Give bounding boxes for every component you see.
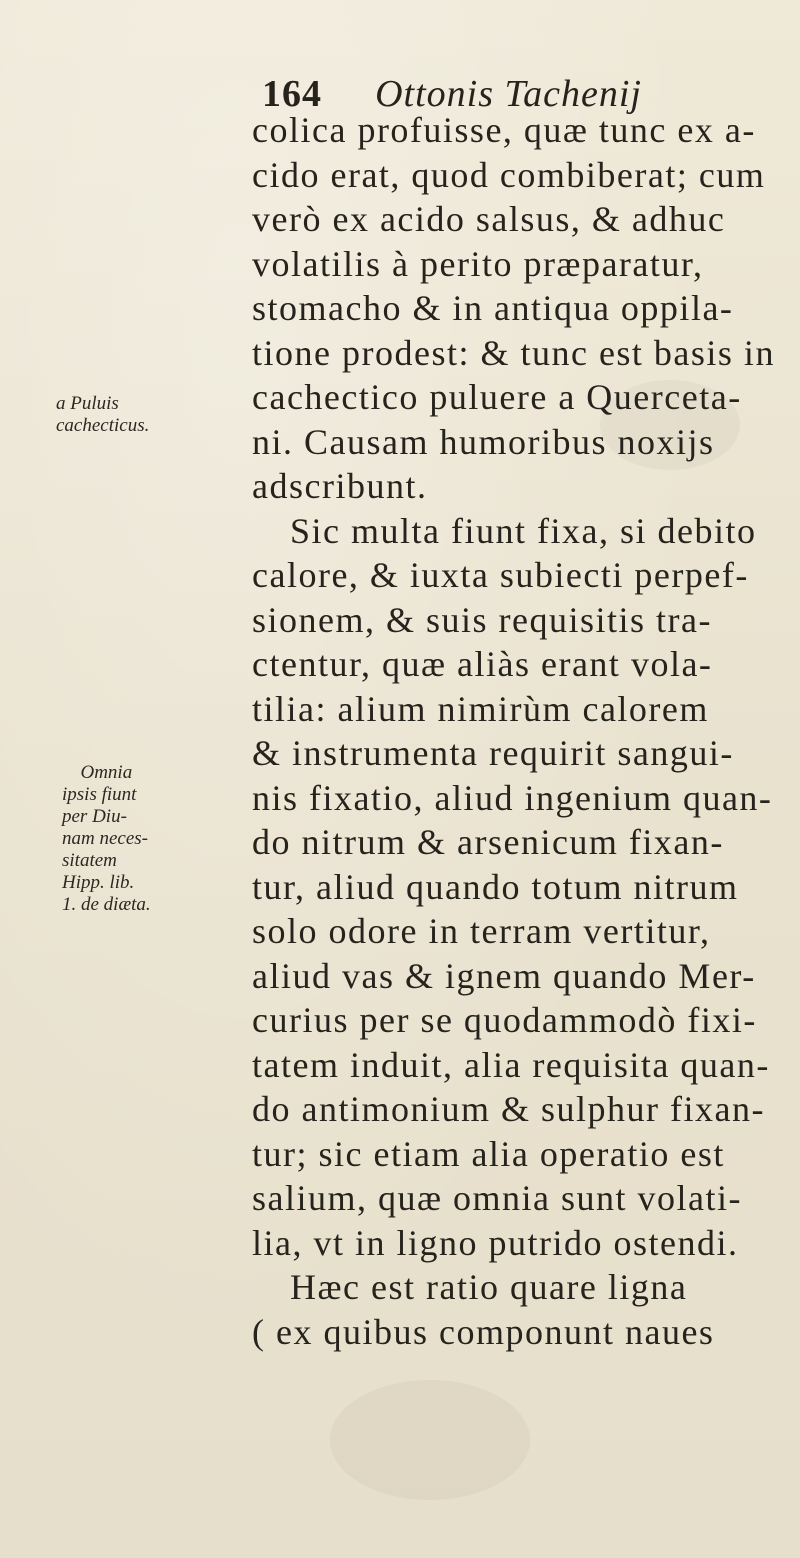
text-line: tatem induit, alia requisita quan- bbox=[252, 1044, 770, 1085]
text-line: sionem, & suis requisitis tra- bbox=[252, 599, 712, 640]
running-title: Ottonis Tachenij bbox=[375, 73, 642, 115]
marginal-note-line: per Diu- bbox=[62, 806, 127, 827]
marginal-note-line: sitatem bbox=[62, 850, 117, 871]
text-line: colica profuisse, quæ tunc ex a- bbox=[252, 110, 756, 150]
text-line: aliud vas & ignem quando Mer- bbox=[252, 955, 756, 996]
marginal-note-omnia bbox=[62, 762, 151, 916]
text-line: & instrumenta requirit sangui- bbox=[252, 733, 734, 773]
text-line: solo odore in terram vertitur, bbox=[252, 911, 711, 951]
text-line: tur; sic etiam alia operatio est bbox=[252, 1133, 725, 1174]
text-line: adscribunt. bbox=[252, 466, 428, 506]
text-line: tione prodest: & tunc est basis in bbox=[252, 332, 775, 373]
text-line: lia, vt in ligno putrido ostendi. bbox=[252, 1222, 739, 1263]
text-line: do antimonium & sulphur fixan- bbox=[252, 1089, 765, 1129]
marginal-note-line: a Puluis bbox=[56, 393, 119, 414]
marginal-note-line: cachecticus. bbox=[56, 415, 150, 436]
text-line: cachectico puluere a Querceta- bbox=[252, 377, 742, 417]
text-line: tilia: alium nimirùm calorem bbox=[252, 688, 709, 729]
text-line: nis fixatio, aliud ingenium quan- bbox=[252, 777, 773, 818]
text-line: ctentur, quæ aliàs erant vola- bbox=[252, 644, 713, 684]
paragraph-start-line: Hæc est ratio quare ligna bbox=[290, 1267, 688, 1307]
text-line: curius per se quodammodò fixi- bbox=[252, 1000, 757, 1040]
page-number: 164 bbox=[262, 73, 322, 115]
marginal-note-line: 1. de diæta. bbox=[62, 894, 151, 915]
text-line: verò ex acido salsus, & adhuc bbox=[252, 199, 726, 239]
text-line: stomacho & in antiqua oppila- bbox=[252, 288, 734, 328]
marginal-note-line: nam neces- bbox=[62, 828, 148, 849]
marginal-note-line: ipsis fiunt bbox=[62, 784, 137, 805]
marginal-note-puluis bbox=[56, 393, 149, 437]
paragraph-start-line: Sic multa fiunt fixa, si debito bbox=[290, 510, 757, 551]
body-text bbox=[252, 108, 798, 1354]
marginal-note-line: Hipp. lib. bbox=[62, 872, 135, 893]
text-line: tur, aliud quando totum nitrum bbox=[252, 866, 739, 907]
text-line: salium, quæ omnia sunt volati- bbox=[252, 1178, 742, 1218]
marginal-note-line: Omnia bbox=[80, 762, 133, 783]
text-line: calore, & iuxta subiecti perpef- bbox=[252, 555, 749, 595]
text-line: ni. Causam humoribus noxijs bbox=[252, 421, 715, 462]
text-line: volatilis à perito præparatur, bbox=[252, 243, 704, 284]
text-line: cido erat, quod combiberat; cum bbox=[252, 154, 766, 195]
text-line: do nitrum & arsenicum fixan- bbox=[252, 822, 724, 862]
paper-stain bbox=[330, 1380, 530, 1500]
text-line: ( ex quibus componunt naues bbox=[252, 1311, 715, 1352]
